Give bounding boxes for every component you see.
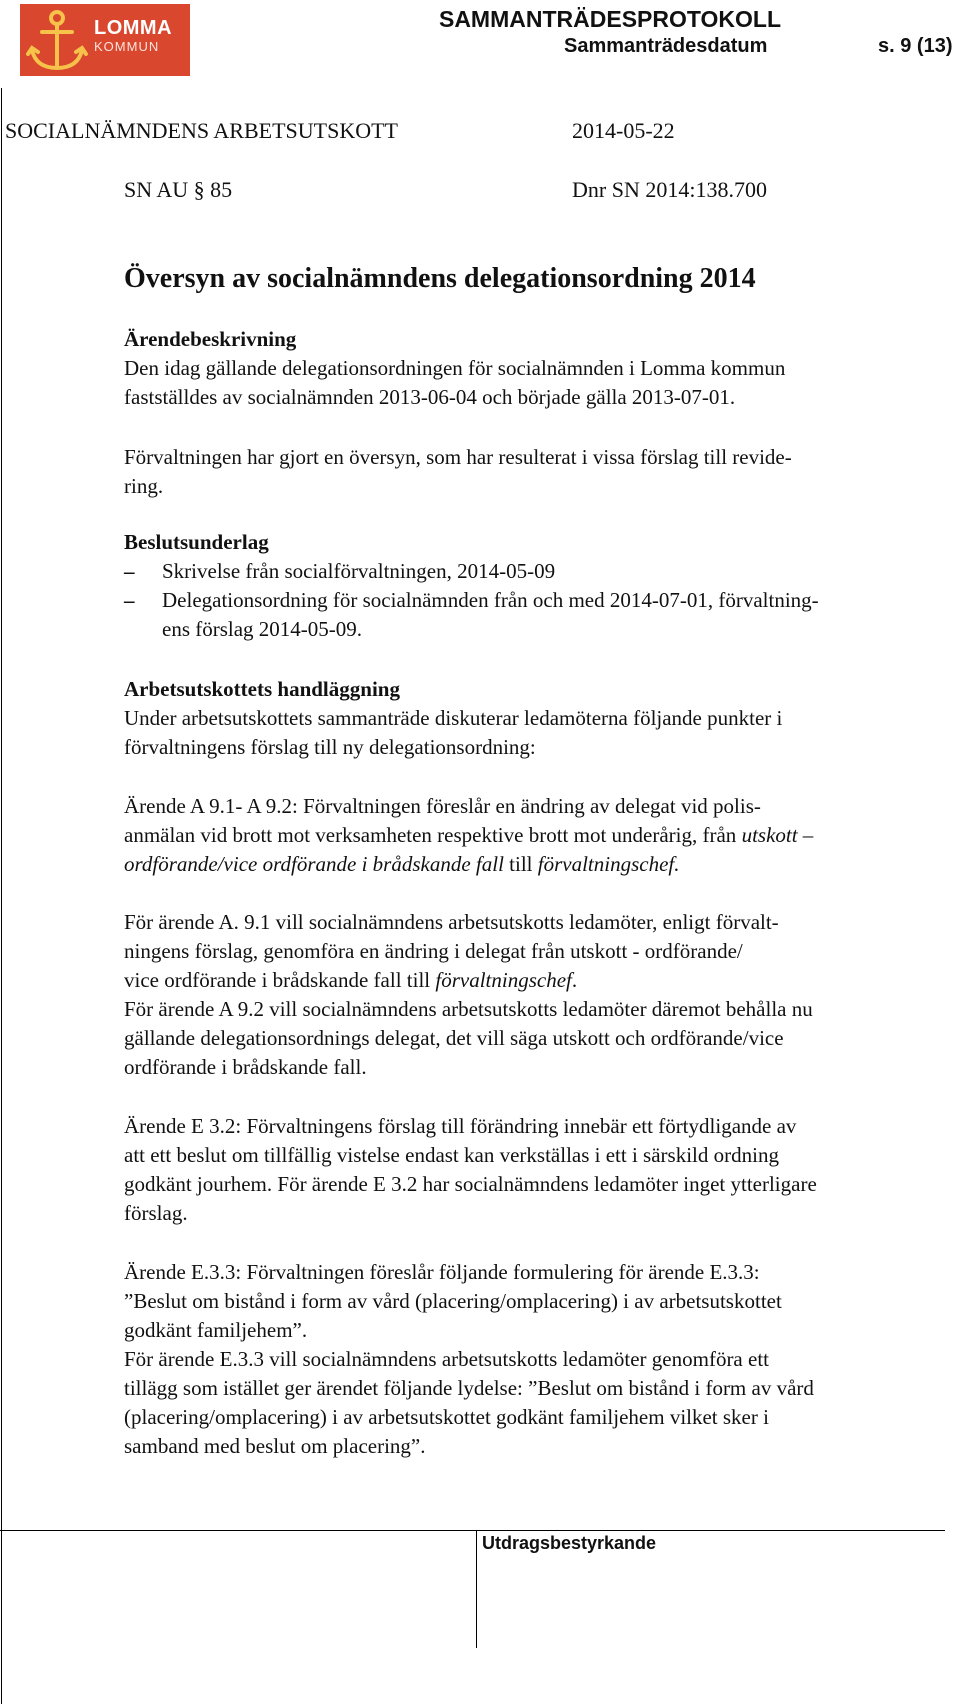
lomma-kommun-logo bbox=[20, 4, 190, 76]
logo-sub: KOMMUN bbox=[94, 39, 160, 54]
paragraph-line: förvaltningens förslag till ny delegationsordning: bbox=[124, 735, 536, 759]
text-run-italic: utskott – bbox=[741, 823, 814, 847]
heading-arendebeskrivning: Ärendebeskrivning bbox=[124, 327, 297, 351]
paragraph-line: Under arbetsutskottets sammanträde diskuterar ledamöterna följande punkter i bbox=[124, 706, 783, 730]
document-type: SAMMANTRÄDESPROTOKOLL bbox=[438, 6, 781, 32]
committee-name: SOCIALNÄMNDENS ARBETSUTSKOTT bbox=[5, 118, 398, 143]
paragraph-line: ordförande i brådskande fall. bbox=[124, 1055, 367, 1079]
extract-certification-label: Utdragsbestyrkande bbox=[482, 1533, 657, 1553]
text-run: vice ordförande i brådskande fall till bbox=[124, 968, 436, 992]
paragraph-line: För ärende A 9.2 vill socialnämndens arbetsutskotts ledamöter däremot behålla nu bbox=[124, 997, 813, 1021]
paragraph-line: godkänt familjehem”. bbox=[124, 1318, 308, 1342]
paragraph-line: gällande delegationsordnings delegat, det vill säga utskott och ordförande/vice bbox=[124, 1026, 784, 1050]
text-run-italic: ordförande/vice ordförande i brådskande fall bbox=[124, 852, 504, 876]
footer-divider bbox=[476, 1530, 477, 1648]
diary-number: Dnr SN 2014:138.700 bbox=[572, 177, 767, 202]
paragraph-line: ”Beslut om bistånd i form av vård (placering/omplacering) i av arbetsutskottet bbox=[124, 1289, 782, 1313]
heading-handlaggning: Arbetsutskottets handläggning bbox=[124, 677, 400, 701]
left-margin-rule bbox=[1, 88, 2, 1704]
text-run-italic: förvaltningschef. bbox=[537, 852, 680, 876]
paragraph-line bbox=[124, 850, 679, 879]
page-title: Översyn av socialnämndens delegationsordning 2014 bbox=[124, 263, 756, 294]
paragraph-line: förslag. bbox=[124, 1201, 188, 1225]
paragraph-line: att ett beslut om tillfällig vistelse endast kan verkställas i ett i särskild ordning bbox=[124, 1143, 779, 1167]
paragraph-line: För ärende E.3.3 vill socialnämndens arbetsutskotts ledamöter genomföra ett bbox=[124, 1347, 769, 1371]
paragraph-line: fastställdes av socialnämnden 2013-06-04 och började gälla 2013-07-01. bbox=[124, 385, 736, 409]
list-item: Delegationsordning för socialnämnden från och med 2014-07-01, förvaltning- bbox=[162, 588, 819, 612]
list-item: Skrivelse från socialförvaltningen, 2014-05-09 bbox=[162, 559, 556, 583]
list-item-cont: ens förslag 2014-05-09. bbox=[162, 617, 363, 641]
paragraph-line: Ärende A 9.1- A 9.2: Förvaltningen föreslår en ändring av delegat vid polis- bbox=[124, 794, 761, 818]
meeting-date-label: Sammanträdesdatum bbox=[564, 35, 768, 57]
text-run: anmälan vid brott mot verksamheten respektive brott mot underårig, från bbox=[124, 823, 742, 847]
page-reference: s. 9 (13) bbox=[878, 35, 953, 57]
list-bullet: – bbox=[124, 588, 135, 612]
text-run: . bbox=[571, 968, 578, 992]
paragraph-line bbox=[124, 966, 577, 995]
paragraph-line: Ärende E 3.2: Förvaltningens förslag till förändring innebär ett förtydligande av bbox=[124, 1114, 797, 1138]
logo-name: LOMMA bbox=[94, 17, 173, 39]
text-run: till bbox=[503, 852, 538, 876]
paragraph-line: Förvaltningen har gjort en översyn, som har resulterat i vissa förslag till revide- bbox=[124, 445, 792, 469]
paragraph-line: (placering/omplacering) i av arbetsutskottet godkänt familjehem vilket sker i bbox=[124, 1405, 769, 1429]
paragraph-line: Ärende E.3.3: Förvaltningen föreslår följande formulering för ärende E.3.3: bbox=[124, 1260, 760, 1284]
paragraph-line: tillägg som istället ger ärendet följande lydelse: ”Beslut om bistånd i form av vård bbox=[124, 1376, 814, 1400]
heading-beslutsunderlag: Beslutsunderlag bbox=[124, 530, 269, 554]
paragraph-line: ring. bbox=[124, 474, 164, 498]
paragraph-line: godkänt jourhem. För ärende E 3.2 har socialnämndens ledamöter inget ytterligare bbox=[124, 1172, 817, 1196]
paragraph-line bbox=[124, 821, 813, 850]
paragraph-line: ningens förslag, genomföra en ändring i delegat från utskott - ordförande/ bbox=[124, 939, 743, 963]
paragraph-line: För ärende A. 9.1 vill socialnämndens arbetsutskotts ledamöter, enligt förvalt- bbox=[124, 910, 779, 934]
paragraph-line: Den idag gällande delegationsordningen för socialnämnden i Lomma kommun bbox=[124, 356, 786, 380]
section-number: SN AU § 85 bbox=[124, 177, 233, 202]
anchor-icon bbox=[20, 4, 94, 76]
list-bullet: – bbox=[124, 559, 135, 583]
paragraph-line: samband med beslut om placering”. bbox=[124, 1434, 426, 1458]
footer-rule bbox=[0, 1530, 945, 1531]
text-run-italic: förvaltningschef bbox=[435, 968, 572, 992]
meeting-date: 2014-05-22 bbox=[572, 118, 675, 143]
